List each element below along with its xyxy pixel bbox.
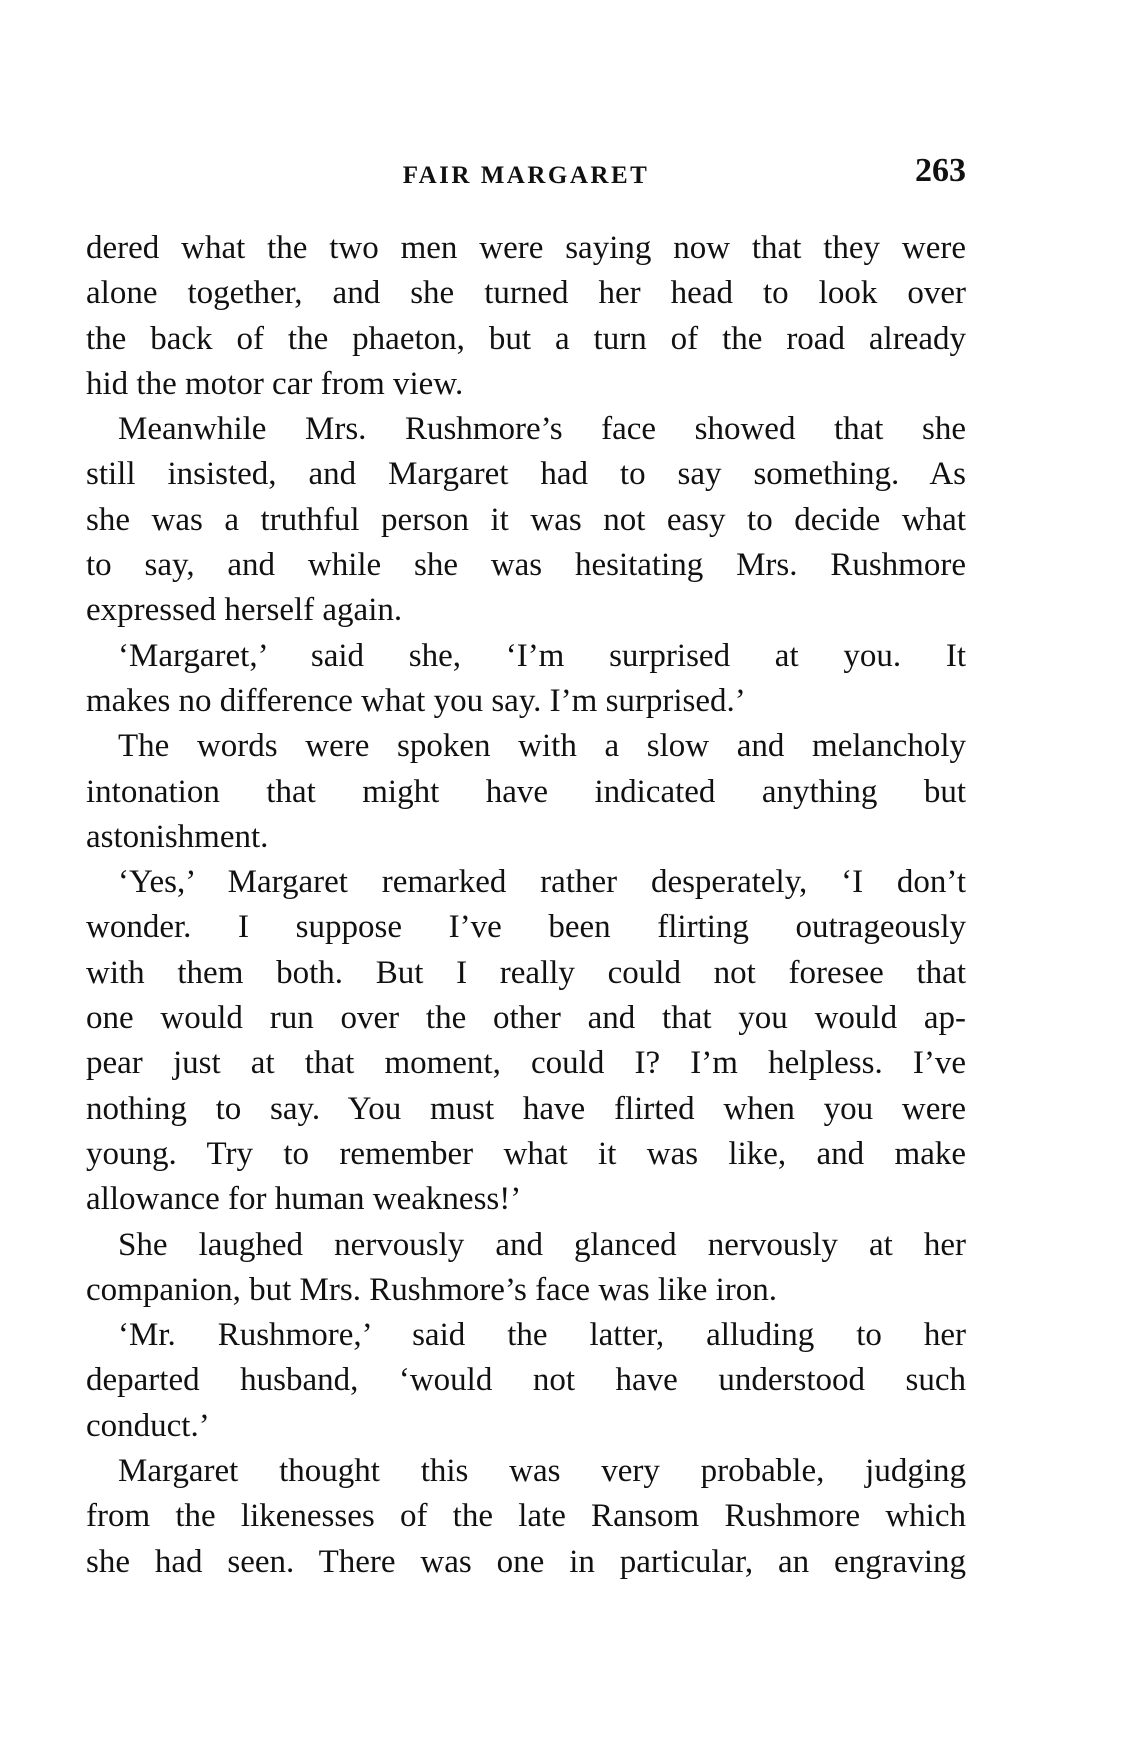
text-line: nothing to say. You must have flirted when you were (86, 1090, 966, 1127)
text-line: dered what the two men were saying now that they were (86, 230, 966, 266)
text-line: alone together, and she turned her head to look over (86, 275, 966, 312)
text-line: young. Try to remember what it was like, and make (86, 1135, 966, 1172)
text-line: She laughed nervously and glanced nervously at her (118, 1226, 966, 1263)
paragraph (86, 860, 966, 1222)
text-line: from the likenesses of the late Ransom Rushmore which (86, 1498, 966, 1535)
paragraph (86, 724, 966, 860)
text-line: Meanwhile Mrs. Rushmore’s face showed that she (118, 411, 966, 448)
text-line: allowance for human weakness!’ (86, 1181, 522, 1218)
paragraph (86, 1313, 966, 1449)
text-line: she was a truthful person it was not easy to decide what (86, 501, 966, 538)
paragraph (86, 1223, 966, 1314)
text-line: companion, but Mrs. Rushmore’s face was like iron. (86, 1271, 778, 1308)
text-line: the back of the phaeton, but a turn of the road already (86, 320, 966, 357)
paragraph (86, 634, 966, 725)
text-line: expressed herself again. (86, 592, 403, 629)
body-text (86, 226, 966, 1585)
text-line: wonder. I suppose I’ve been flirting outrageously (86, 909, 966, 946)
text-line: departed husband, ‘would not have understood such (86, 1362, 966, 1399)
text-line: The words were spoken with a slow and melancholy (118, 728, 966, 765)
text-line: ‘Yes,’ Margaret remarked rather desperately, ‘I don’t (118, 864, 966, 901)
text-line: Margaret thought this was very probable, judging (118, 1453, 966, 1490)
text-line: astonishment. (86, 818, 269, 855)
text-line: hid the motor car from view. (86, 365, 464, 402)
paragraph (86, 407, 966, 633)
paragraph (86, 1449, 966, 1585)
text-line: one would run over the other and that you would ap- (86, 1000, 966, 1037)
text-line: intonation that might have indicated anything but (86, 773, 966, 810)
text-line: ‘Mr. Rushmore,’ said the latter, alluding to her (118, 1317, 966, 1354)
text-line: pear just at that moment, could I? I’m helpless. I’ve (86, 1045, 966, 1082)
paragraph (86, 226, 966, 407)
running-head (86, 152, 966, 202)
running-title: FAIR MARGARET (402, 162, 650, 189)
text-line: ‘Margaret,’ said she, ‘I’m surprised at you. It (118, 637, 966, 674)
text-line: conduct.’ (86, 1407, 210, 1444)
text-line: makes no difference what you say. I’m surprised.’ (86, 682, 746, 719)
text-line: still insisted, and Margaret had to say something. As (86, 456, 966, 493)
page-number: 263 (915, 152, 966, 189)
text-line: she had seen. There was one in particular, an engraving (86, 1543, 966, 1580)
text-line: with them both. But I really could not foresee that (86, 954, 966, 991)
text-line: to say, and while she was hesitating Mrs. Rushmore (86, 547, 966, 584)
